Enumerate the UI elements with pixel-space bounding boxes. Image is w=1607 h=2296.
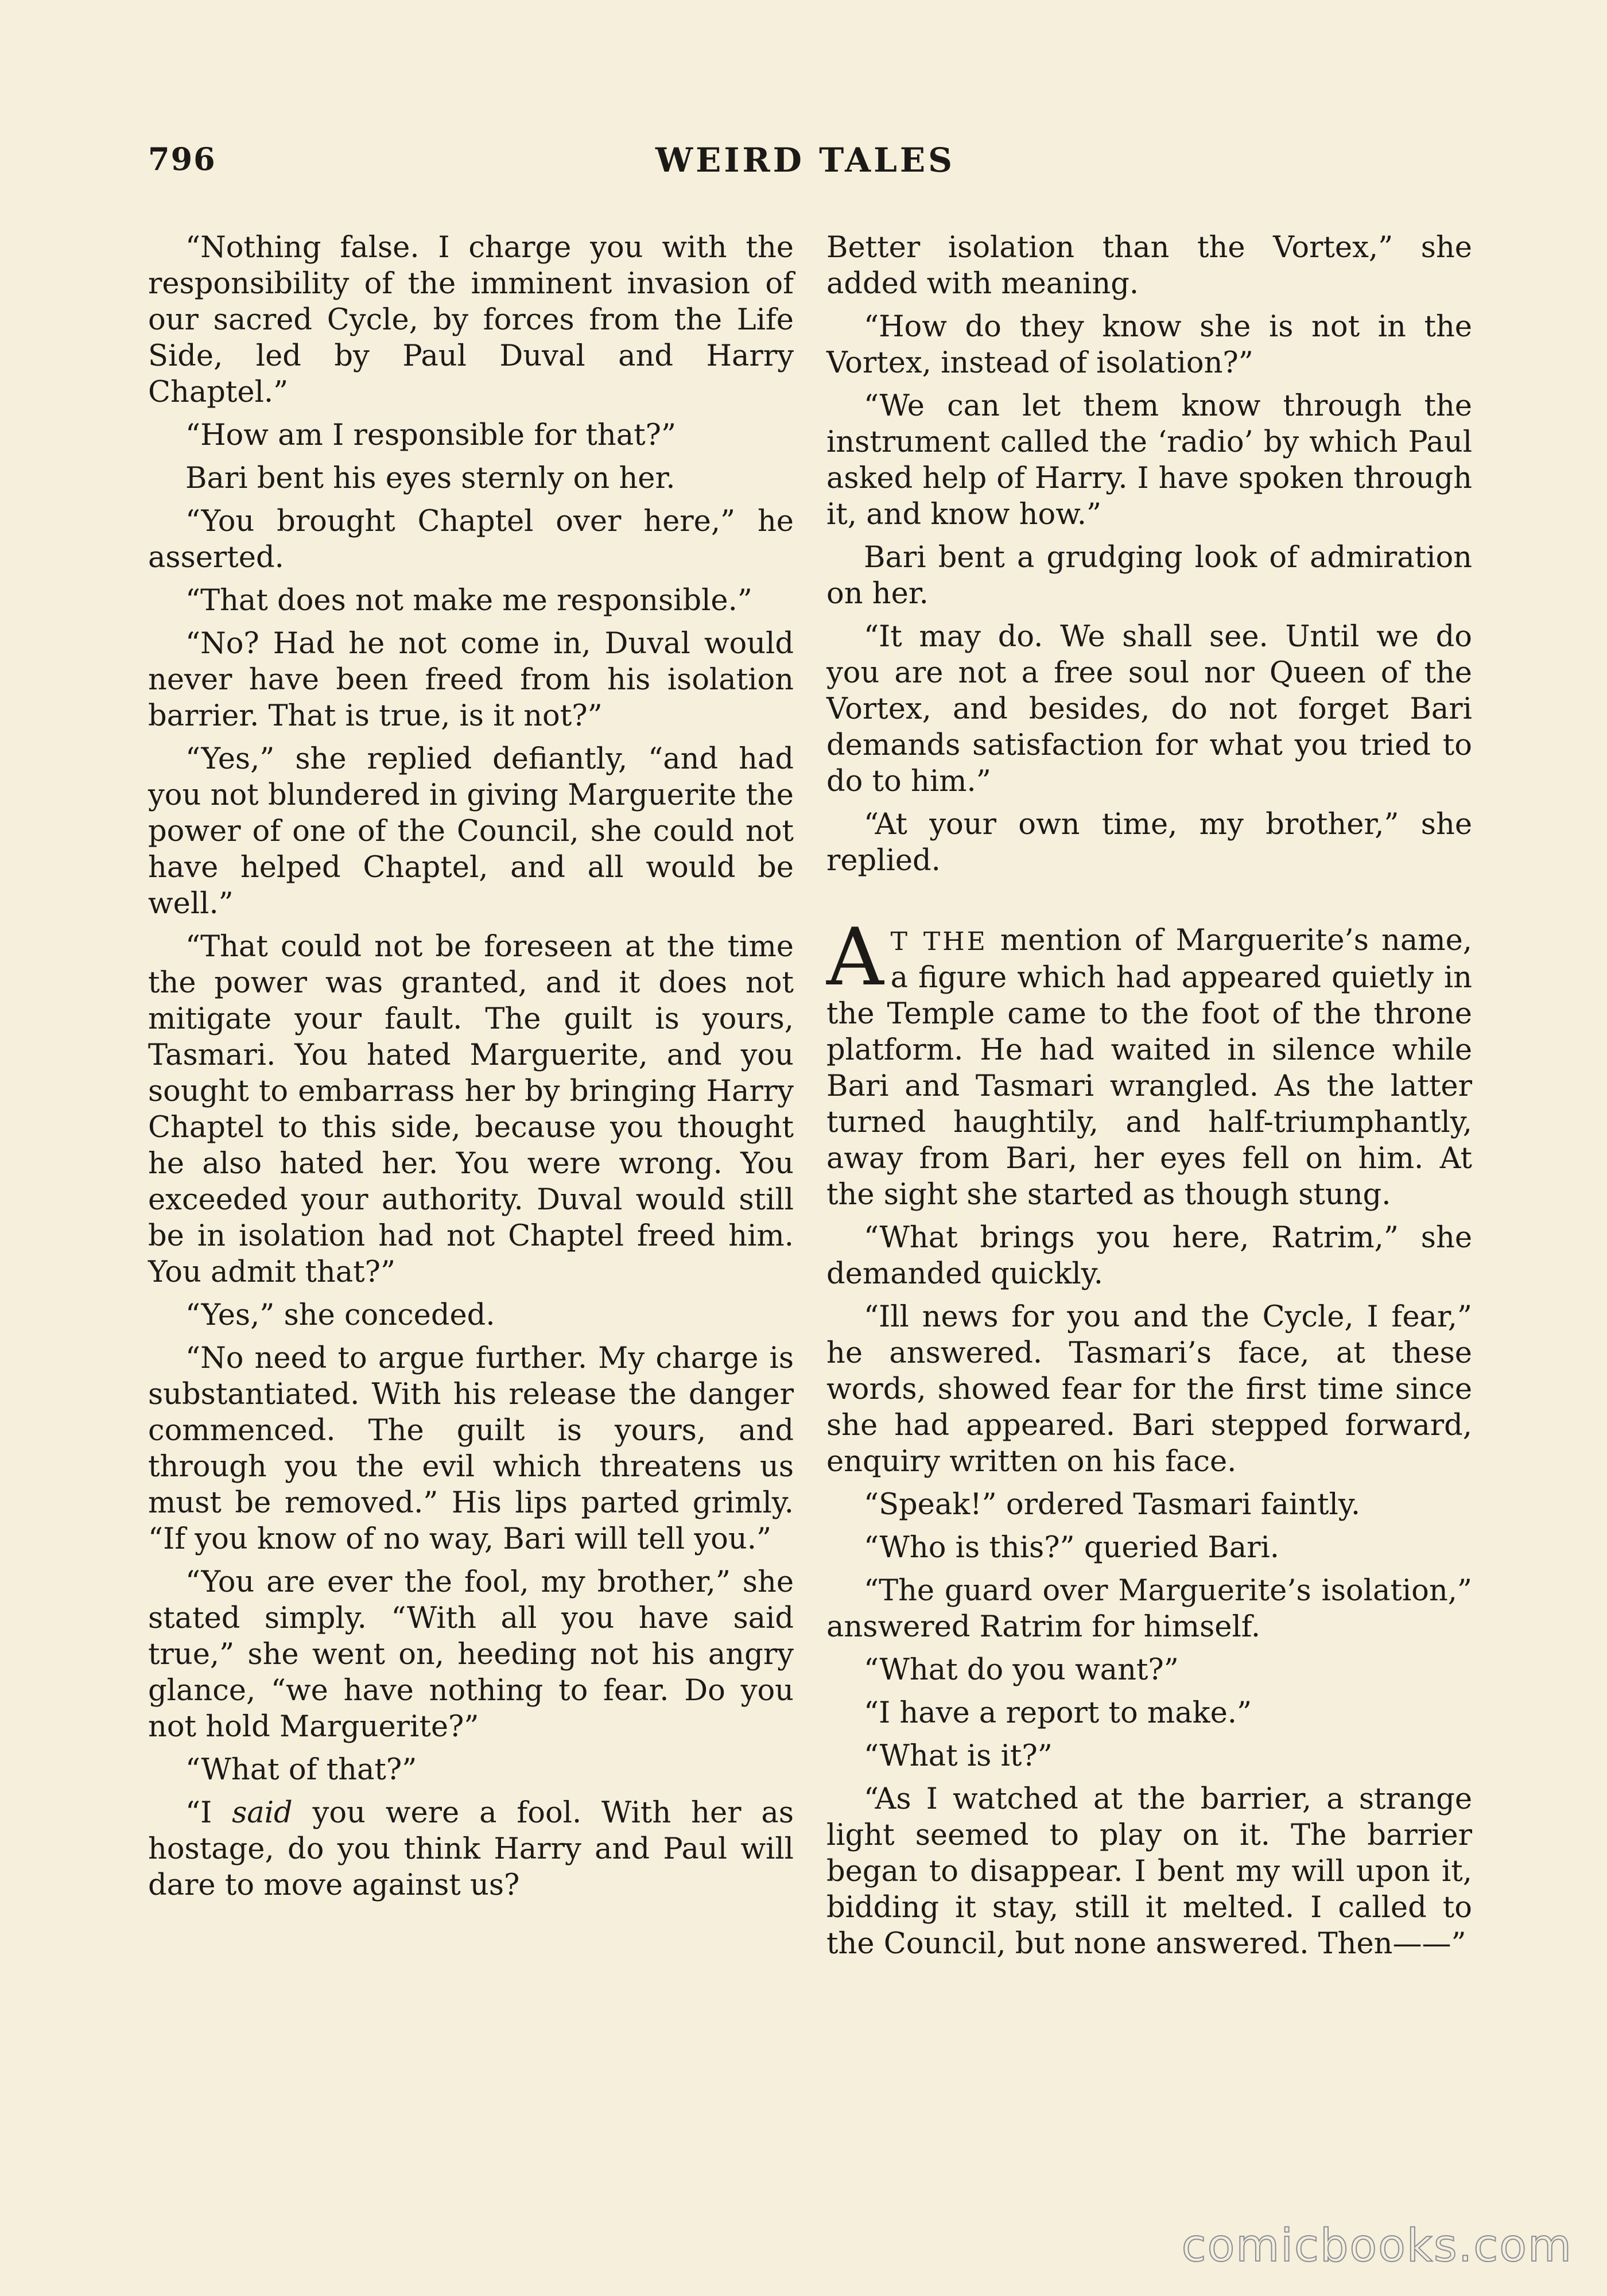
watermark-logo: comicbooks.com [1181, 2220, 1573, 2272]
paragraph: “You brought Chaptel over here,” he asserted. [148, 505, 794, 575]
paragraph: Bari bent a grudging look of admiration on her. [826, 541, 1472, 611]
paragraph: “What brings you here, Ratrim,” she demanded quickly. [826, 1221, 1472, 1291]
paragraph: “That could not be foreseen at the time the power was granted, and it does not mitigate your fault. The guilt is yours, Tasmari. You hated Marguerite, and you sought to embarrass her by bringing Harry Chaptel to this side, because you thought he also hated her. You were wrong. You exceeded your authority. Duval would still be in isolation had not Chaptel freed him. You admit that?” [148, 930, 794, 1289]
paragraph: “At your own time, my brother,” she replied. [826, 808, 1472, 878]
paragraph: “Speak!” ordered Tasmari faintly. [864, 1488, 1361, 1522]
drop-cap: A [826, 911, 884, 1003]
paragraph: “The guard over Marguerite’s isolation,” answered Ratrim for himself. [826, 1574, 1472, 1644]
paragraph: “Yes,” she conceded. [185, 1298, 495, 1332]
left-column [148, 230, 794, 1910]
paragraph: “Who is this?” queried Bari. [864, 1531, 1280, 1565]
paragraph: “No need to argue further. My charge is substantiated. With his release the danger commenced. The guilt is yours, and through you the evil which threatens us must be removed.” His lips parted grimly. “If you know of no way, Bari will tell you.” [148, 1341, 794, 1556]
paragraph: “What do you want?” [864, 1653, 1179, 1687]
running-title: WEIRD TALES [655, 141, 956, 180]
paragraph: “You are ever the fool, my brother,” she stated simply. “With all you have said true,” she went on, heeding not his angry glance, “we have nothing to fear. Do you not hold Marguerite?” [148, 1565, 794, 1744]
paragraph: “Ill news for you and the Cycle, I fear,” he answered. Tasmari’s face, at these words, showed fear for the first time since she had appeared. Bari stepped forward, enquiry written on his face. [826, 1300, 1472, 1479]
paragraph [148, 1795, 794, 1903]
text-run: mention of Marguerite’s name, a figure which had appeared quietly in the Temple came to the foot of the throne platform. He had waited in silence while Bari and Tasmari wrangled. As the latter turned haughtily, and half-triumphantly, away from Bari, her eyes fell on him. At the sight she started as though stung. [826, 924, 1473, 1212]
paragraph: “We can let them know through the instrument called the ‘radio’ by which Paul asked help of Harry. I have spoken through it, and know how.” [826, 389, 1472, 532]
paragraph: “How do they know she is not in the Vortex, instead of isolation?” [826, 310, 1472, 380]
paragraph: “That does not make me responsible.” [185, 584, 752, 618]
section-opening-paragraph [826, 911, 1473, 1213]
paragraph: “Yes,” she replied defiantly, “and had you not blundered in giving Marguerite the power of one of the Council, she could not have helped Chaptel, and all would be well.” [148, 742, 794, 921]
small-caps-lead: T THE [890, 927, 988, 956]
emphasis-word: said [232, 1796, 293, 1830]
paragraph-continuation: Better isolation than the Vortex,” she added with meaning. [826, 231, 1472, 301]
section-break [826, 886, 1472, 922]
paragraph: “No? Had he not come in, Duval would never have been freed from his isolation barrier. That is true, is it not?” [148, 627, 794, 733]
paragraph: “Nothing false. I charge you with the responsibility of the imminent invasion of our sacred Cycle, by forces from the Life Side, led by Paul Duval and Harry Chaptel.” [148, 231, 794, 409]
paragraph: “As I watched at the barrier, a strange light seemed to play on it. The barrier began to disappear. I bent my will upon it, bidding it stay, still it melted. I called to the Council, but none answered. Then——” [826, 1782, 1472, 1961]
paragraph: Bari bent his eyes sternly on her. [185, 461, 676, 495]
paragraph: “I have a report to make.” [864, 1696, 1252, 1730]
right-column [826, 230, 1472, 1969]
paragraph: “What of that?” [185, 1753, 417, 1787]
paragraph: “How am I responsible for that?” [185, 418, 677, 452]
page-header [148, 141, 1462, 187]
paragraph: “What is it?” [864, 1739, 1053, 1773]
text-run: “I [185, 1796, 232, 1830]
page-number: 796 [148, 141, 216, 177]
text-run: you were a fool. With her as hostage, do you think Harry and Paul will dare to move against us? [148, 1796, 794, 1902]
paragraph: “It may do. We shall see. Until we do you are not a free soul nor Queen of the Vortex, and besides, do not forget Bari demands satisfaction for what you tried to do to him.” [826, 620, 1472, 798]
